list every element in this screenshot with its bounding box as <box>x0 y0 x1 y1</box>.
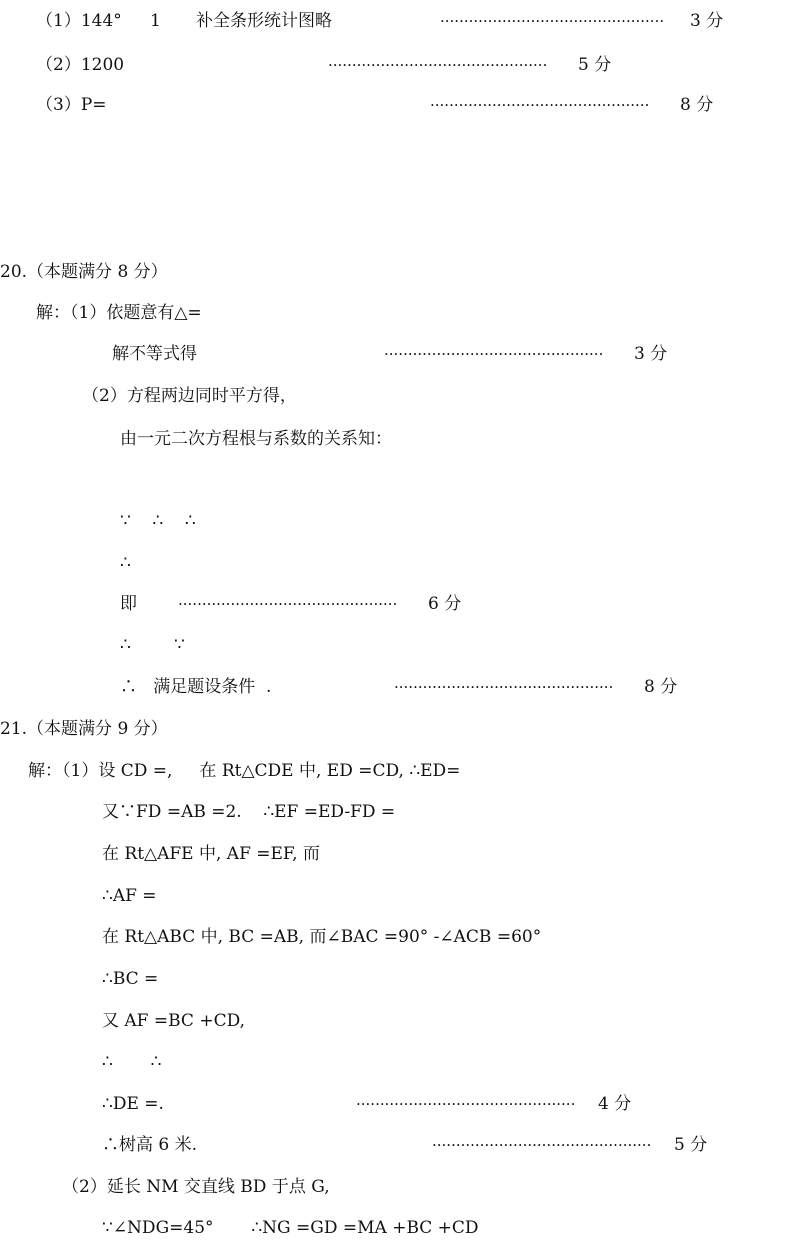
q21-line-5: 在 Rt△ABC 中, BC =AB, 而∠BAC =90° -∠ACB =60° <box>102 927 542 947</box>
q19-answer-1-score: 3 分 <box>690 11 724 31</box>
q20-line-3: （2）方程两边同时平方得， <box>82 386 297 406</box>
q20-line-5: ∵ ∴ ∴ <box>120 511 196 531</box>
q20-line-7-dots: ·············································· <box>178 595 398 613</box>
q19-answer-3-label: （3）P= <box>36 95 107 115</box>
q21-line-6: ∴BC = <box>102 969 159 989</box>
q21-title: 21.（本题满分 9 分） <box>0 719 168 739</box>
q19-answer-2-label: （2）1200 <box>36 55 125 75</box>
q21-line-9-score: 4 分 <box>598 1094 632 1114</box>
q20-line-8: ∴ ∵ <box>120 635 185 655</box>
q20-line-1: 解：（1）依题意有△= <box>36 303 202 323</box>
q19-answer-1-dots: ··············································· <box>440 12 665 30</box>
q21-line-10-score: 5 分 <box>674 1135 708 1155</box>
q21-line-4: ∴AF = <box>102 886 157 906</box>
q20-line-4: 由一元二次方程根与系数的关系知： <box>120 429 392 449</box>
q21-line-9: ∴DE =. <box>102 1094 164 1114</box>
q21-line-10: ∴树高 6 米. <box>102 1135 198 1155</box>
q19-answer-2-score: 5 分 <box>578 55 612 75</box>
q19-answer-3-dots: ·············································· <box>430 96 650 114</box>
q20-line-2-score: 3 分 <box>634 344 668 364</box>
q20-line-9-score: 8 分 <box>644 677 678 697</box>
q20-line-6: ∴ <box>120 553 131 573</box>
q21-line-8: ∴ ∴ <box>102 1052 162 1072</box>
q21-line-3: 在 Rt△AFE 中, AF =EF, 而 <box>102 844 320 864</box>
q20-line-2-dots: ·············································· <box>384 345 604 363</box>
q21-line-9-dots: ·············································· <box>356 1095 576 1113</box>
q19-answer-2-dots: ·············································· <box>328 56 548 74</box>
q20-title: 20.（本题满分 8 分） <box>0 262 168 282</box>
q19-answer-1-label: （1）144° <box>36 11 122 31</box>
q21-line-2: 又∵FD =AB =2. ∴EF =ED-FD = <box>102 802 396 822</box>
q19-answer-3-score: 8 分 <box>680 95 714 115</box>
q21-line-11: （2）延长 NM 交直线 BD 于点 G, <box>62 1177 330 1197</box>
q20-line-7: 即 <box>120 594 137 614</box>
q21-line-10-dots: ·············································· <box>432 1136 652 1154</box>
q21-line-1: 解：（1）设 CD =, 在 Rt△CDE 中, ED =CD, ∴ED= <box>28 761 461 781</box>
q20-line-2: 解不等式得 <box>112 344 197 364</box>
q19-answer-1-text: 补全条形统计图略 <box>196 11 332 31</box>
q20-line-9-dots: ·············································· <box>394 678 614 696</box>
q19-answer-1-number: 1 <box>150 11 161 31</box>
q21-line-12: ∵∠NDG=45° ∴NG =GD =MA +BC +CD <box>102 1218 479 1238</box>
q20-line-7-score: 6 分 <box>428 594 462 614</box>
q21-line-7: 又 AF =BC +CD, <box>102 1011 246 1031</box>
q20-line-9: ∴ 满足题设条件 . <box>120 677 272 697</box>
